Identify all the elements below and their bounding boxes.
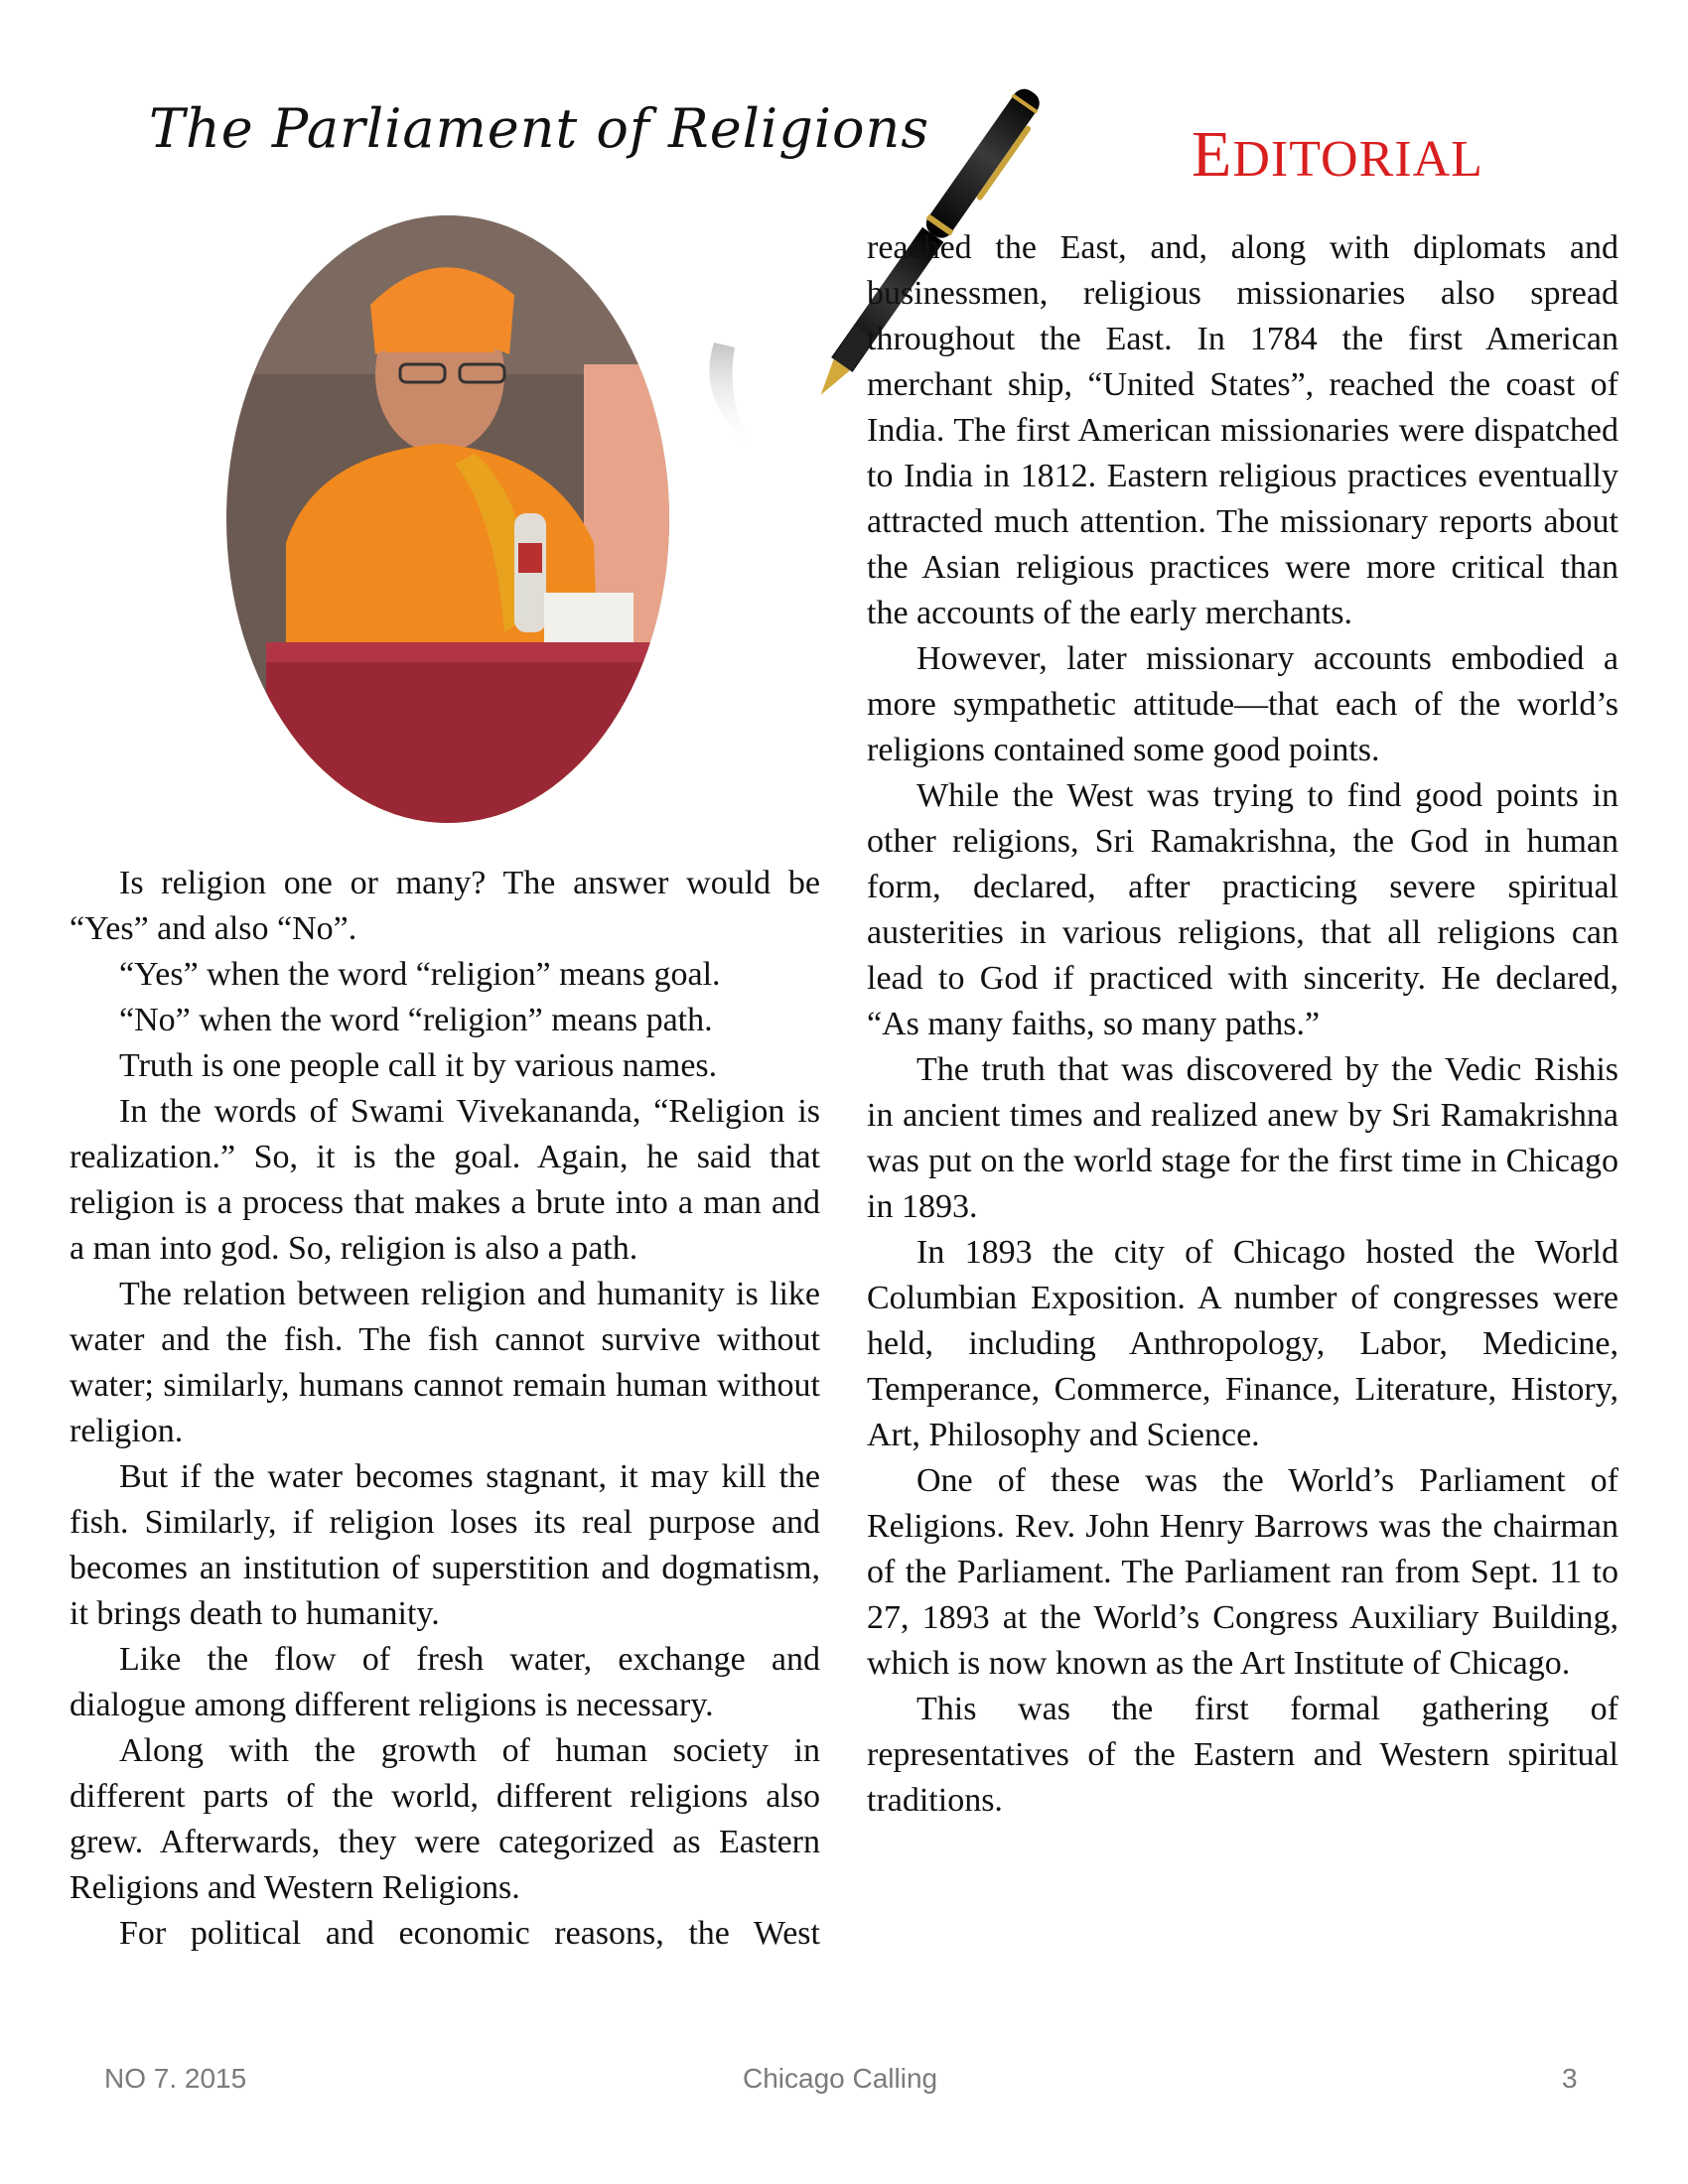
paragraph: “No” when the word “religion” means path. xyxy=(119,1002,713,1038)
section-heading xyxy=(1192,117,1483,193)
paragraph: reached the East, and, along with diplomats and businessmen, religious missionaries also spread throughout the East. In 1784 the first American merchant ship, “United States”, reached the coast of India. The first American missionaries were dispatched to India in 1812. Eastern religious practices eventually attracted much attention. The missionary reports about the Asian religious practices were more critical than the accounts of the early merchants. xyxy=(867,229,1618,631)
paragraph: The truth that was discovered by the Vedic Rishis in ancient times and realized anew by Sri Ramakrishna was put on the world stage for the first time in Chicago in 1893. xyxy=(867,1051,1618,1225)
paragraph: Is religion one or many? The answer would be “Yes” and also “No”. xyxy=(70,865,820,947)
paragraph: “Yes” when the word “religion” means goal. xyxy=(119,956,721,993)
footer-publication: Chicago Calling xyxy=(743,2063,938,2094)
page-number: 3 xyxy=(1562,2063,1578,2094)
paragraph: The relation between religion and humanity is like water and the fish. The fish cannot survive without water; similarly, humans cannot remain human without religion. xyxy=(70,1276,820,1449)
paragraph: However, later missionary accounts embodied a more sympathetic attitude—that each of the world’s religions contained some good points. xyxy=(867,640,1618,768)
section-heading-initial: E xyxy=(1192,118,1233,191)
section-heading-rest: DITORIAL xyxy=(1232,131,1483,188)
page-title: The Parliament of Religions xyxy=(149,97,930,160)
paragraph: This was the first formal gathering of representatives of the Eastern and Western spiritual traditions. xyxy=(867,1691,1618,1819)
paragraph: Along with the growth of human society in different parts of the world, different religions also grew. Afterwards, they were categorized as Eastern Religions and Western Religions. xyxy=(70,1732,820,1906)
paragraph: Truth is one people call it by various names. xyxy=(119,1047,718,1084)
paragraph: In 1893 the city of Chicago hosted the World Columbian Exposition. A number of congresses were held, including Anthropology, Labor, Medicine, Temperance, Commerce, Finance, Literature, History, Art, Philosophy and Science. xyxy=(867,1234,1618,1453)
paragraph: One of these was the World’s Parliament of Religions. Rev. John Henry Barrows was the chairman of the Parliament. The Parliament ran from Sept. 11 to 27, 1893 at the World’s Congress Auxiliary Building, which is now known as the Art Institute of Chicago. xyxy=(867,1462,1618,1682)
left-column-text xyxy=(70,861,820,1957)
right-column-text xyxy=(867,225,1618,1824)
paragraph: Like the flow of fresh water, exchange and dialogue among different religions is necessary. xyxy=(70,1641,820,1723)
paragraph: But if the water becomes stagnant, it may kill the fish. Similarly, if religion loses its real purpose and becomes an institution of superstition and dogmatism, it brings death to humanity. xyxy=(70,1458,820,1632)
portrait-photo xyxy=(226,215,669,823)
paragraph: While the West was trying to find good points in other religions, Sri Ramakrishna, the God in human form, declared, after practicing severe spiritual austerities in various religions, that all religions can lead to God if practiced with sincerity. He declared, “As many faiths, so many paths.” xyxy=(867,777,1618,1042)
paragraph: In the words of Swami Vivekananda, “Religion is realization.” So, it is the goal. Again, he said that religion is a process that makes a brute into a man and a man into god. So, religion is also a path. xyxy=(70,1093,820,1267)
paragraph: For political and economic reasons, the West xyxy=(119,1915,820,1952)
footer-issue: NO 7. 2015 xyxy=(104,2063,247,2094)
